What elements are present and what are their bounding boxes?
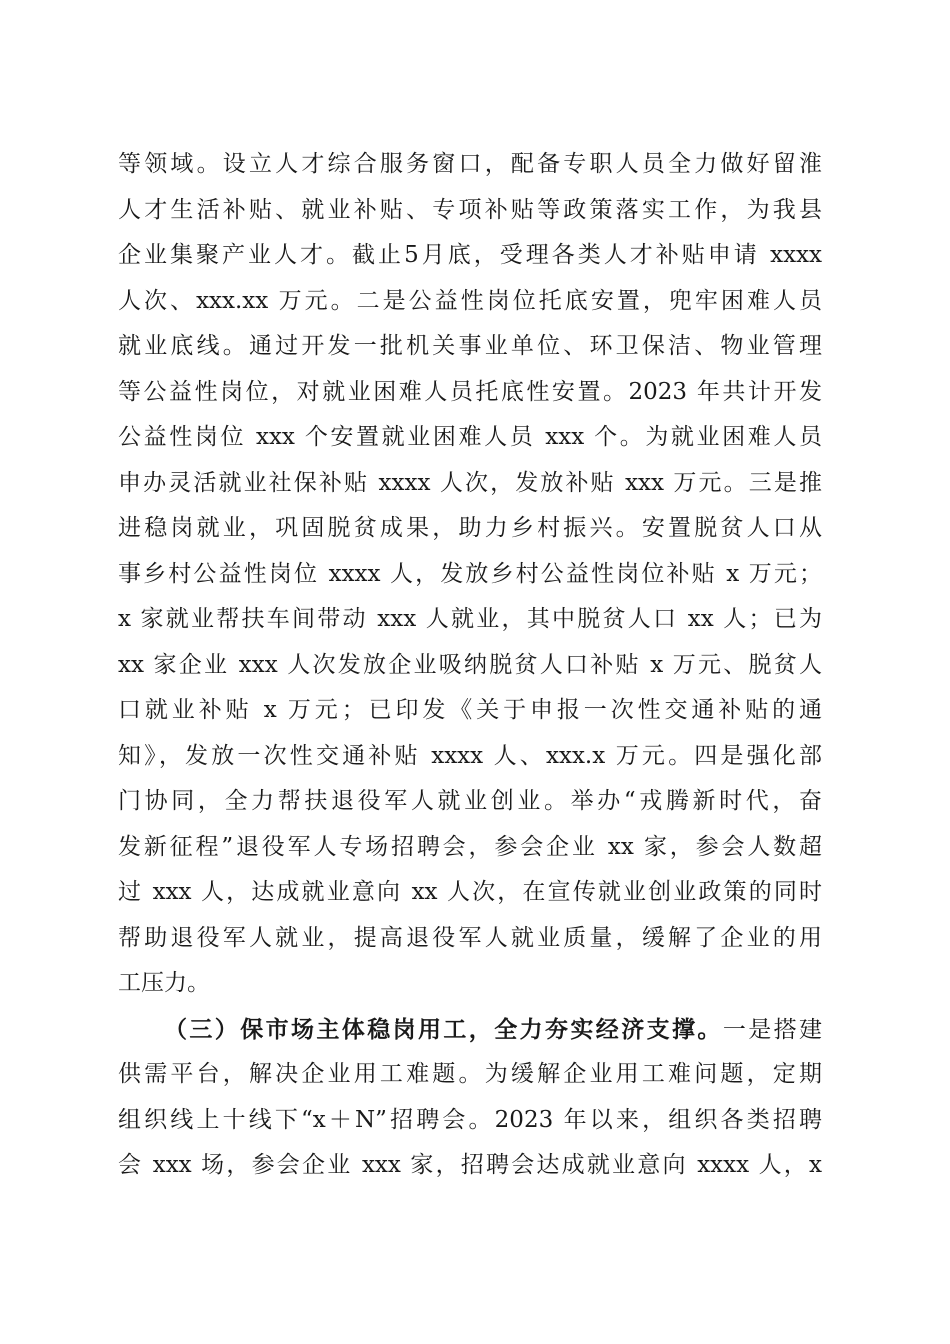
text-line: 就业底线。通过开发一批机关事业单位、环卫保洁、物业管理 — [118, 333, 822, 359]
text-line: 进稳岗就业，巩固脱贫成果，助力乡村振兴。安置脱贫人口从 — [118, 515, 822, 541]
section-heading: （三）保市场主体稳岗用工，全力夯实经济支撑。 — [164, 1015, 723, 1043]
paragraph-employment-services — [118, 142, 822, 1007]
text-line: 等领域。设立人才综合服务窗口，配备专职人员全力做好留淮 — [118, 151, 822, 177]
text-line: 知》，发放一次性交通补贴 xxxx 人、xxx.x 万元。四是强化部 — [118, 742, 822, 769]
text-line: 等公益性岗位，对就业困难人员托底性安置。2023 年共计开发 — [118, 378, 822, 405]
text-line: 申办灵活就业社保补贴 xxxx 人次，发放补贴 xxx 万元。三是推 — [118, 469, 822, 496]
text-line: 供需平台，解决企业用工难题。为缓解企业用工难问题，定期 — [118, 1061, 822, 1087]
text-line: x 家就业帮扶车间带动 xxx 人就业，其中脱贫人口 xx 人；已为 — [118, 606, 822, 632]
document-body — [118, 142, 822, 1189]
text-line: 人次、xxx.xx 万元。二是公益性岗位托底安置，兜牢困难人员 — [118, 287, 822, 314]
heading-line-rest: 一是搭建 — [722, 1016, 822, 1043]
text-line: 帮助退役军人就业，提高退役军人就业质量，缓解了企业的用 — [118, 924, 822, 951]
text-line: 事乡村公益性岗位 xxxx 人，发放乡村公益性岗位补贴 x 万元； — [118, 560, 822, 587]
paragraph-market-entities — [118, 1007, 822, 1189]
text-line — [118, 1007, 822, 1053]
text-line: 发新征程”退役军人专场招聘会，参会企业 xx 家，参会人数超 — [118, 833, 822, 860]
text-line: 企业集聚产业人才。截止5月底，受理各类人才补贴申请 xxxx — [118, 242, 822, 268]
text-line: 会 xxx 场，参会企业 xxx 家，招聘会达成就业意向 xxxx 人，x — [118, 1152, 822, 1178]
text-line: 组织线上十线下“x＋N”招聘会。2023 年以来，组织各类招聘 — [118, 1106, 822, 1133]
text-line: 人才生活补贴、就业补贴、专项补贴等政策落实工作，为我县 — [118, 196, 822, 223]
text-line: 过 xxx 人，达成就业意向 xx 人次，在宣传就业创业政策的同时 — [118, 879, 822, 905]
text-line: xx 家企业 xxx 人次发放企业吸纳脱贫人口补贴 x 万元、脱贫人 — [118, 651, 822, 678]
text-line: 门协同，全力帮扶退役军人就业创业。举办“戎腾新时代，奋 — [118, 788, 822, 814]
text-line: 口就业补贴 x 万元；已印发《关于申报一次性交通补贴的通 — [118, 697, 822, 723]
text-line: 公益性岗位 xxx 个安置就业困难人员 xxx 个。为就业困难人员 — [118, 424, 822, 450]
text-line: 工压力。 — [118, 970, 210, 996]
